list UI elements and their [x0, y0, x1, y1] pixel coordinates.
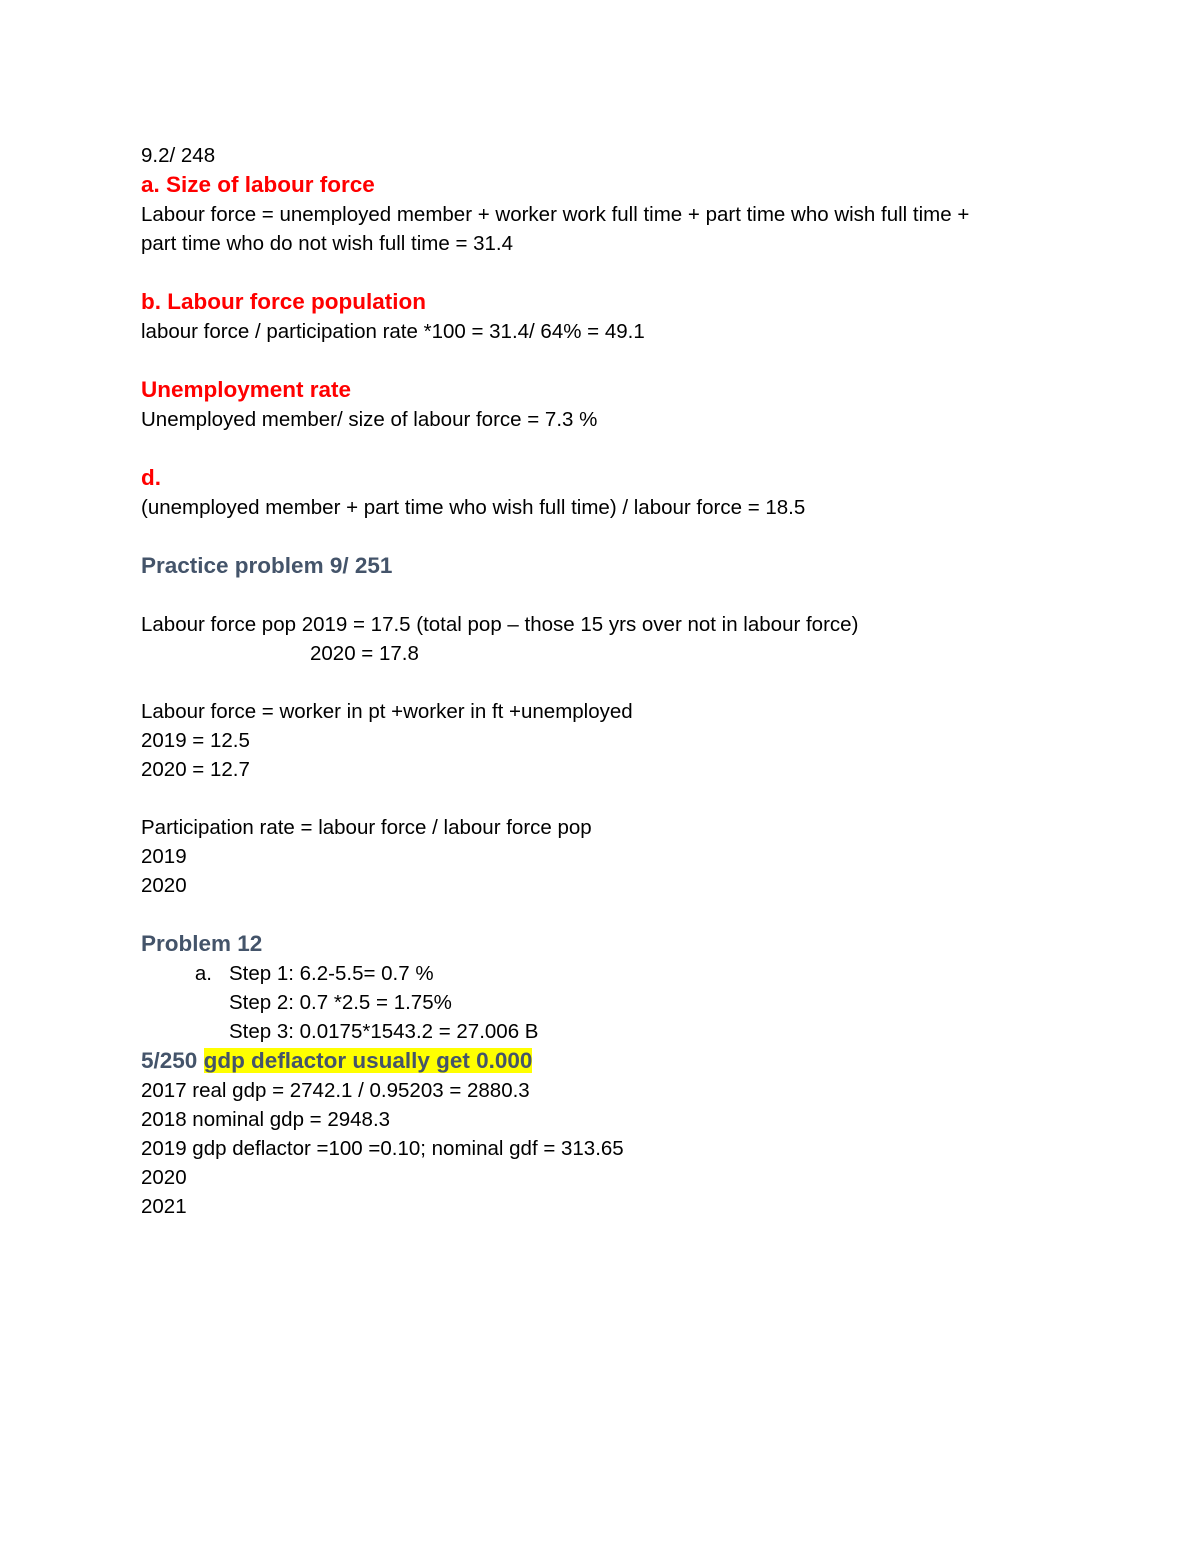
gdp-2017-line: 2017 real gdp = 2742.1 / 0.95203 = 2880.3 [141, 1079, 530, 1102]
gdp-heading-ref: 5/250 [141, 1048, 198, 1073]
labour-force-population-formula: labour force / participation rate *100 = 31.4/ 64% = 49.1 [141, 320, 645, 343]
gdp-2019-line: 2019 gdp deflactor =100 =0.10; nominal gdf = 313.65 [141, 1137, 624, 1160]
document-body [141, 141, 1101, 1221]
step-1: Step 1: 6.2-5.5= 0.7 % [229, 962, 434, 985]
problem-12-list [141, 959, 1101, 1046]
labour-force-formula-line-2: part time who do not wish full time = 31.4 [141, 232, 514, 255]
heading-problem-12: Problem 12 [141, 931, 263, 956]
heading-size-of-labour-force: a. Size of labour force [141, 172, 375, 197]
spacer [141, 784, 1101, 813]
spacer [141, 581, 1101, 610]
spacer [141, 346, 1101, 375]
labour-force-formula-line-1: Labour force = unemployed member + worker work full time + part time who wish full time + [141, 203, 970, 226]
step-2: Step 2: 0.7 *2.5 = 1.75% [229, 991, 452, 1014]
spacer [141, 258, 1101, 287]
participation-rate-definition: Participation rate = labour force / labour force pop [141, 816, 592, 839]
participation-rate-2019: 2019 [141, 845, 187, 868]
labour-force-2019: 2019 = 12.5 [141, 729, 250, 752]
heading-d: d. [141, 465, 161, 490]
heading-labour-force-population: b. Labour force population [141, 289, 426, 314]
gdp-2018-line: 2018 nominal gdp = 2948.3 [141, 1108, 391, 1131]
list-item [212, 959, 538, 1046]
list-marker: a. [194, 962, 212, 985]
heading-unemployment-rate: Unemployment rate [141, 377, 352, 402]
heading-gdp-deflator [141, 1046, 1101, 1076]
labour-force-pop-2020-line: 2020 = 17.8 [310, 642, 419, 665]
d-formula: (unemployed member + part time who wish full time) / labour force = 18.5 [141, 496, 806, 519]
labour-force-pop-2019-line: Labour force pop 2019 = 17.5 (total pop – those 15 yrs over not in labour force) [141, 613, 859, 636]
spacer [141, 434, 1101, 463]
labour-force-2020: 2020 = 12.7 [141, 758, 250, 781]
gdp-heading-highlight: gdp deflactor usually get 0.000 [203, 1048, 533, 1073]
heading-practice-problem: Practice problem 9/ 251 [141, 553, 393, 578]
gdp-2020-line: 2020 [141, 1166, 187, 1189]
labour-force-definition: Labour force = worker in pt +worker in ft +unemployed [141, 700, 633, 723]
participation-rate-2020: 2020 [141, 874, 187, 897]
section-reference: 9.2/ 248 [141, 144, 216, 167]
gdp-2021-line: 2021 [141, 1195, 187, 1218]
spacer [141, 900, 1101, 929]
spacer [141, 668, 1101, 697]
step-3: Step 3: 0.0175*1543.2 = 27.006 B [229, 1020, 539, 1043]
spacer [141, 522, 1101, 551]
unemployment-rate-formula: Unemployed member/ size of labour force = 7.3 % [141, 408, 598, 431]
